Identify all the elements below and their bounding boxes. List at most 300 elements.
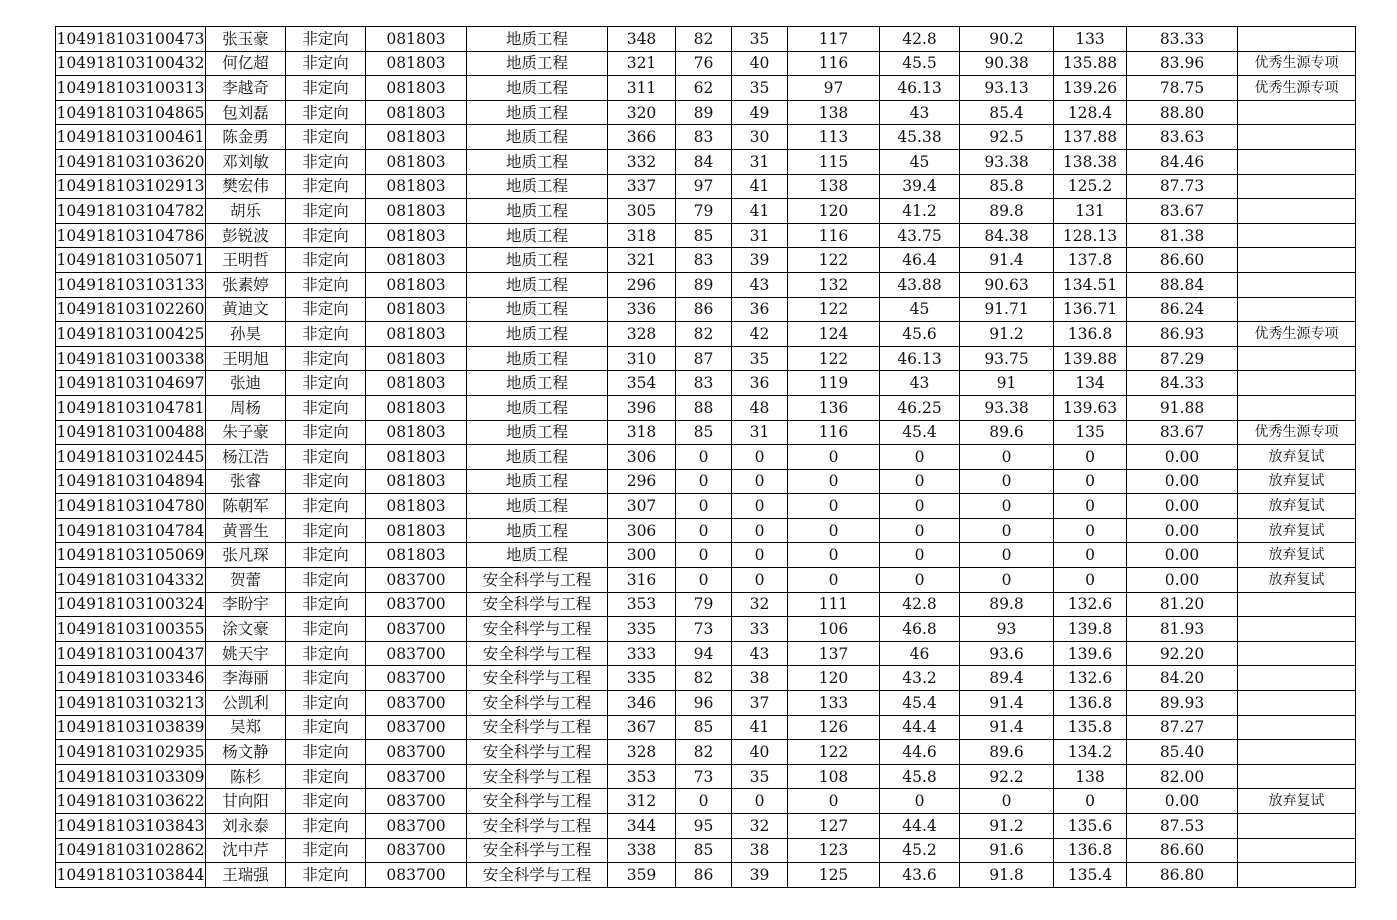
category-cell: 非定向 <box>286 149 366 174</box>
score-c-cell: 45.5 <box>880 51 960 76</box>
major-name-cell: 安全科学与工程 <box>467 617 608 642</box>
major-code-cell: 081803 <box>366 322 467 347</box>
remark-cell <box>1238 248 1356 273</box>
final-score-cell: 87.53 <box>1127 814 1238 839</box>
score-e-cell: 139.26 <box>1054 76 1127 101</box>
remark-cell: 放弃复试 <box>1238 789 1356 814</box>
category-cell: 非定向 <box>286 494 366 519</box>
major-code-cell: 081803 <box>366 149 467 174</box>
score-c-cell: 0 <box>880 469 960 494</box>
major-name-cell: 安全科学与工程 <box>467 715 608 740</box>
score-b-cell: 0 <box>732 789 788 814</box>
remark-cell <box>1238 395 1356 420</box>
score-a-cell: 87 <box>676 346 732 371</box>
score-c-cell: 46.13 <box>880 76 960 101</box>
major-name-cell: 地质工程 <box>467 125 608 150</box>
initial-score-cell: 321 <box>608 248 676 273</box>
name-cell: 李越奇 <box>206 76 286 101</box>
initial-score-cell: 305 <box>608 199 676 224</box>
name-cell: 胡乐 <box>206 199 286 224</box>
score-e-cell: 135.8 <box>1054 715 1127 740</box>
score-b-cell: 32 <box>732 814 788 839</box>
score-b-cell: 38 <box>732 838 788 863</box>
exam-id-cell: 104918103100313 <box>56 76 206 101</box>
major-code-cell: 081803 <box>366 297 467 322</box>
score-d-cell: 0 <box>960 568 1054 593</box>
score-b-cell: 48 <box>732 395 788 420</box>
table-row <box>56 445 1356 470</box>
exam-id-cell: 104918103104782 <box>56 199 206 224</box>
name-cell: 彭锐波 <box>206 223 286 248</box>
score-a-cell: 85 <box>676 420 732 445</box>
retest-total-cell: 122 <box>788 248 880 273</box>
score-table <box>55 26 1356 888</box>
exam-id-cell: 104918103102935 <box>56 740 206 765</box>
remark-cell: 优秀生源专项 <box>1238 51 1356 76</box>
score-e-cell: 135.4 <box>1054 863 1127 888</box>
name-cell: 刘永泰 <box>206 814 286 839</box>
major-code-cell: 083700 <box>366 641 467 666</box>
table-row <box>56 199 1356 224</box>
category-cell: 非定向 <box>286 518 366 543</box>
score-e-cell: 135.88 <box>1054 51 1127 76</box>
remark-cell <box>1238 174 1356 199</box>
initial-score-cell: 306 <box>608 445 676 470</box>
major-name-cell: 地质工程 <box>467 51 608 76</box>
initial-score-cell: 310 <box>608 346 676 371</box>
final-score-cell: 89.93 <box>1127 691 1238 716</box>
remark-cell <box>1238 371 1356 396</box>
remark-cell: 放弃复试 <box>1238 518 1356 543</box>
score-e-cell: 132.6 <box>1054 666 1127 691</box>
score-a-cell: 62 <box>676 76 732 101</box>
table-row <box>56 125 1356 150</box>
initial-score-cell: 328 <box>608 740 676 765</box>
retest-total-cell: 122 <box>788 346 880 371</box>
score-c-cell: 43 <box>880 100 960 125</box>
initial-score-cell: 316 <box>608 568 676 593</box>
score-d-cell: 89.4 <box>960 666 1054 691</box>
retest-total-cell: 126 <box>788 715 880 740</box>
score-b-cell: 39 <box>732 248 788 273</box>
final-score-cell: 83.33 <box>1127 27 1238 52</box>
exam-id-cell: 104918103102862 <box>56 838 206 863</box>
remark-cell <box>1238 617 1356 642</box>
name-cell: 张凡琛 <box>206 543 286 568</box>
remark-cell: 放弃复试 <box>1238 445 1356 470</box>
score-c-cell: 0 <box>880 494 960 519</box>
table-row <box>56 322 1356 347</box>
final-score-cell: 0.00 <box>1127 445 1238 470</box>
remark-cell <box>1238 27 1356 52</box>
score-e-cell: 131 <box>1054 199 1127 224</box>
score-e-cell: 128.13 <box>1054 223 1127 248</box>
major-name-cell: 安全科学与工程 <box>467 666 608 691</box>
retest-total-cell: 0 <box>788 543 880 568</box>
category-cell: 非定向 <box>286 568 366 593</box>
table-row <box>56 592 1356 617</box>
table-row <box>56 272 1356 297</box>
score-e-cell: 133 <box>1054 27 1127 52</box>
score-c-cell: 42.8 <box>880 27 960 52</box>
final-score-cell: 0.00 <box>1127 789 1238 814</box>
score-d-cell: 0 <box>960 445 1054 470</box>
final-score-cell: 83.67 <box>1127 199 1238 224</box>
major-name-cell: 安全科学与工程 <box>467 789 608 814</box>
score-d-cell: 93.75 <box>960 346 1054 371</box>
major-name-cell: 地质工程 <box>467 420 608 445</box>
major-code-cell: 083700 <box>366 666 467 691</box>
initial-score-cell: 321 <box>608 51 676 76</box>
table-row <box>56 371 1356 396</box>
remark-cell <box>1238 592 1356 617</box>
exam-id-cell: 104918103100338 <box>56 346 206 371</box>
retest-total-cell: 116 <box>788 51 880 76</box>
remark-cell: 优秀生源专项 <box>1238 420 1356 445</box>
final-score-cell: 85.40 <box>1127 740 1238 765</box>
name-cell: 张素婷 <box>206 272 286 297</box>
score-a-cell: 88 <box>676 395 732 420</box>
table-row <box>56 518 1356 543</box>
score-b-cell: 31 <box>732 223 788 248</box>
retest-total-cell: 115 <box>788 149 880 174</box>
score-d-cell: 91.8 <box>960 863 1054 888</box>
final-score-cell: 86.80 <box>1127 863 1238 888</box>
score-b-cell: 41 <box>732 715 788 740</box>
score-b-cell: 43 <box>732 641 788 666</box>
score-b-cell: 30 <box>732 125 788 150</box>
remark-cell <box>1238 223 1356 248</box>
score-d-cell: 93 <box>960 617 1054 642</box>
exam-id-cell: 104918103100324 <box>56 592 206 617</box>
score-d-cell: 91.4 <box>960 691 1054 716</box>
score-a-cell: 82 <box>676 322 732 347</box>
score-a-cell: 73 <box>676 764 732 789</box>
score-b-cell: 40 <box>732 51 788 76</box>
initial-score-cell: 354 <box>608 371 676 396</box>
score-c-cell: 45 <box>880 149 960 174</box>
major-code-cell: 081803 <box>366 100 467 125</box>
exam-id-cell: 104918103100461 <box>56 125 206 150</box>
major-name-cell: 地质工程 <box>467 469 608 494</box>
retest-total-cell: 124 <box>788 322 880 347</box>
score-c-cell: 42.8 <box>880 592 960 617</box>
final-score-cell: 81.38 <box>1127 223 1238 248</box>
remark-cell <box>1238 863 1356 888</box>
score-d-cell: 0 <box>960 469 1054 494</box>
major-code-cell: 083700 <box>366 814 467 839</box>
score-a-cell: 86 <box>676 863 732 888</box>
score-e-cell: 138.38 <box>1054 149 1127 174</box>
major-code-cell: 081803 <box>366 445 467 470</box>
score-a-cell: 82 <box>676 27 732 52</box>
score-d-cell: 0 <box>960 543 1054 568</box>
category-cell: 非定向 <box>286 223 366 248</box>
table-row <box>56 568 1356 593</box>
table-body <box>56 27 1356 888</box>
score-e-cell: 136.8 <box>1054 838 1127 863</box>
remark-cell <box>1238 272 1356 297</box>
score-a-cell: 89 <box>676 272 732 297</box>
table-row <box>56 764 1356 789</box>
major-name-cell: 地质工程 <box>467 445 608 470</box>
category-cell: 非定向 <box>286 740 366 765</box>
remark-cell <box>1238 641 1356 666</box>
major-code-cell: 083700 <box>366 617 467 642</box>
name-cell: 孙昊 <box>206 322 286 347</box>
exam-id-cell: 104918103103213 <box>56 691 206 716</box>
score-c-cell: 45.38 <box>880 125 960 150</box>
score-b-cell: 38 <box>732 666 788 691</box>
category-cell: 非定向 <box>286 76 366 101</box>
retest-total-cell: 133 <box>788 691 880 716</box>
score-e-cell: 137.88 <box>1054 125 1127 150</box>
initial-score-cell: 311 <box>608 76 676 101</box>
score-d-cell: 92.2 <box>960 764 1054 789</box>
major-code-cell: 081803 <box>366 199 467 224</box>
major-code-cell: 081803 <box>366 174 467 199</box>
name-cell: 包刘磊 <box>206 100 286 125</box>
major-name-cell: 地质工程 <box>467 518 608 543</box>
initial-score-cell: 332 <box>608 149 676 174</box>
score-d-cell: 89.6 <box>960 740 1054 765</box>
score-d-cell: 93.38 <box>960 395 1054 420</box>
name-cell: 周杨 <box>206 395 286 420</box>
major-code-cell: 081803 <box>366 494 467 519</box>
score-b-cell: 37 <box>732 691 788 716</box>
table-row <box>56 740 1356 765</box>
table-row <box>56 789 1356 814</box>
score-a-cell: 0 <box>676 789 732 814</box>
major-code-cell: 081803 <box>366 395 467 420</box>
final-score-cell: 86.60 <box>1127 248 1238 273</box>
name-cell: 张玉豪 <box>206 27 286 52</box>
score-d-cell: 84.38 <box>960 223 1054 248</box>
remark-cell <box>1238 346 1356 371</box>
category-cell: 非定向 <box>286 174 366 199</box>
remark-cell <box>1238 838 1356 863</box>
score-a-cell: 79 <box>676 199 732 224</box>
score-c-cell: 43.6 <box>880 863 960 888</box>
table-row <box>56 51 1356 76</box>
name-cell: 陈杉 <box>206 764 286 789</box>
category-cell: 非定向 <box>286 617 366 642</box>
final-score-cell: 84.20 <box>1127 666 1238 691</box>
remark-cell <box>1238 666 1356 691</box>
table-row <box>56 27 1356 52</box>
exam-id-cell: 104918103104781 <box>56 395 206 420</box>
name-cell: 樊宏伟 <box>206 174 286 199</box>
score-b-cell: 41 <box>732 174 788 199</box>
major-code-cell: 083700 <box>366 568 467 593</box>
category-cell: 非定向 <box>286 395 366 420</box>
score-b-cell: 31 <box>732 149 788 174</box>
score-e-cell: 0 <box>1054 518 1127 543</box>
category-cell: 非定向 <box>286 592 366 617</box>
score-c-cell: 43.88 <box>880 272 960 297</box>
score-c-cell: 45 <box>880 297 960 322</box>
score-c-cell: 43 <box>880 371 960 396</box>
score-e-cell: 0 <box>1054 469 1127 494</box>
score-a-cell: 95 <box>676 814 732 839</box>
remark-cell <box>1238 691 1356 716</box>
score-d-cell: 90.38 <box>960 51 1054 76</box>
category-cell: 非定向 <box>286 789 366 814</box>
retest-total-cell: 120 <box>788 199 880 224</box>
score-d-cell: 85.8 <box>960 174 1054 199</box>
remark-cell <box>1238 125 1356 150</box>
category-cell: 非定向 <box>286 666 366 691</box>
category-cell: 非定向 <box>286 445 366 470</box>
major-name-cell: 地质工程 <box>467 494 608 519</box>
retest-total-cell: 138 <box>788 100 880 125</box>
name-cell: 甘向阳 <box>206 789 286 814</box>
table-row <box>56 174 1356 199</box>
retest-total-cell: 119 <box>788 371 880 396</box>
score-a-cell: 97 <box>676 174 732 199</box>
name-cell: 陈金勇 <box>206 125 286 150</box>
final-score-cell: 82.00 <box>1127 764 1238 789</box>
initial-score-cell: 337 <box>608 174 676 199</box>
score-a-cell: 89 <box>676 100 732 125</box>
table-row <box>56 346 1356 371</box>
remark-cell <box>1238 814 1356 839</box>
category-cell: 非定向 <box>286 764 366 789</box>
retest-total-cell: 113 <box>788 125 880 150</box>
initial-score-cell: 296 <box>608 469 676 494</box>
score-b-cell: 35 <box>732 76 788 101</box>
score-d-cell: 0 <box>960 494 1054 519</box>
initial-score-cell: 348 <box>608 27 676 52</box>
retest-total-cell: 108 <box>788 764 880 789</box>
score-d-cell: 91.4 <box>960 715 1054 740</box>
name-cell: 沈中芹 <box>206 838 286 863</box>
exam-id-cell: 104918103104894 <box>56 469 206 494</box>
score-a-cell: 76 <box>676 51 732 76</box>
final-score-cell: 78.75 <box>1127 76 1238 101</box>
major-code-cell: 083700 <box>366 715 467 740</box>
score-c-cell: 46.25 <box>880 395 960 420</box>
score-a-cell: 82 <box>676 666 732 691</box>
score-c-cell: 46.4 <box>880 248 960 273</box>
final-score-cell: 86.60 <box>1127 838 1238 863</box>
exam-id-cell: 104918103100425 <box>56 322 206 347</box>
initial-score-cell: 320 <box>608 100 676 125</box>
table-row <box>56 814 1356 839</box>
major-name-cell: 地质工程 <box>467 27 608 52</box>
final-score-cell: 87.73 <box>1127 174 1238 199</box>
initial-score-cell: 359 <box>608 863 676 888</box>
score-b-cell: 32 <box>732 592 788 617</box>
category-cell: 非定向 <box>286 27 366 52</box>
major-code-cell: 081803 <box>366 51 467 76</box>
score-a-cell: 85 <box>676 838 732 863</box>
score-b-cell: 42 <box>732 322 788 347</box>
major-name-cell: 地质工程 <box>467 371 608 396</box>
name-cell: 王瑞强 <box>206 863 286 888</box>
final-score-cell: 84.33 <box>1127 371 1238 396</box>
score-a-cell: 85 <box>676 223 732 248</box>
exam-id-cell: 104918103103346 <box>56 666 206 691</box>
score-e-cell: 139.8 <box>1054 617 1127 642</box>
score-c-cell: 44.6 <box>880 740 960 765</box>
score-e-cell: 137.8 <box>1054 248 1127 273</box>
initial-score-cell: 333 <box>608 641 676 666</box>
name-cell: 王明旭 <box>206 346 286 371</box>
score-a-cell: 83 <box>676 371 732 396</box>
major-code-cell: 081803 <box>366 420 467 445</box>
final-score-cell: 0.00 <box>1127 469 1238 494</box>
major-name-cell: 地质工程 <box>467 395 608 420</box>
score-b-cell: 31 <box>732 420 788 445</box>
exam-id-cell: 104918103100355 <box>56 617 206 642</box>
table-row <box>56 543 1356 568</box>
category-cell: 非定向 <box>286 420 366 445</box>
table-row <box>56 641 1356 666</box>
score-c-cell: 0 <box>880 445 960 470</box>
score-d-cell: 90.63 <box>960 272 1054 297</box>
score-e-cell: 139.88 <box>1054 346 1127 371</box>
score-e-cell: 0 <box>1054 445 1127 470</box>
score-c-cell: 44.4 <box>880 715 960 740</box>
final-score-cell: 81.20 <box>1127 592 1238 617</box>
score-a-cell: 82 <box>676 740 732 765</box>
score-e-cell: 134 <box>1054 371 1127 396</box>
remark-cell <box>1238 715 1356 740</box>
exam-id-cell: 104918103102913 <box>56 174 206 199</box>
category-cell: 非定向 <box>286 272 366 297</box>
score-c-cell: 43.2 <box>880 666 960 691</box>
score-c-cell: 41.2 <box>880 199 960 224</box>
score-d-cell: 89.8 <box>960 592 1054 617</box>
score-d-cell: 91.2 <box>960 322 1054 347</box>
major-code-cell: 081803 <box>366 223 467 248</box>
exam-id-cell: 104918103103309 <box>56 764 206 789</box>
exam-id-cell: 104918103103620 <box>56 149 206 174</box>
final-score-cell: 86.93 <box>1127 322 1238 347</box>
retest-total-cell: 122 <box>788 740 880 765</box>
score-e-cell: 0 <box>1054 789 1127 814</box>
score-d-cell: 91.2 <box>960 814 1054 839</box>
major-name-cell: 安全科学与工程 <box>467 592 608 617</box>
score-b-cell: 35 <box>732 764 788 789</box>
major-name-cell: 地质工程 <box>467 272 608 297</box>
retest-total-cell: 136 <box>788 395 880 420</box>
exam-id-cell: 104918103104697 <box>56 371 206 396</box>
exam-id-cell: 104918103103843 <box>56 814 206 839</box>
score-a-cell: 0 <box>676 568 732 593</box>
retest-total-cell: 116 <box>788 223 880 248</box>
major-name-cell: 安全科学与工程 <box>467 568 608 593</box>
remark-cell <box>1238 100 1356 125</box>
score-c-cell: 0 <box>880 543 960 568</box>
remark-cell: 放弃复试 <box>1238 494 1356 519</box>
major-name-cell: 地质工程 <box>467 297 608 322</box>
exam-id-cell: 104918103103133 <box>56 272 206 297</box>
initial-score-cell: 366 <box>608 125 676 150</box>
table-row <box>56 420 1356 445</box>
score-b-cell: 39 <box>732 863 788 888</box>
major-name-cell: 安全科学与工程 <box>467 764 608 789</box>
score-e-cell: 0 <box>1054 543 1127 568</box>
final-score-cell: 0.00 <box>1127 568 1238 593</box>
retest-total-cell: 0 <box>788 494 880 519</box>
table-row <box>56 149 1356 174</box>
score-e-cell: 134.2 <box>1054 740 1127 765</box>
score-c-cell: 0 <box>880 789 960 814</box>
category-cell: 非定向 <box>286 469 366 494</box>
retest-total-cell: 123 <box>788 838 880 863</box>
